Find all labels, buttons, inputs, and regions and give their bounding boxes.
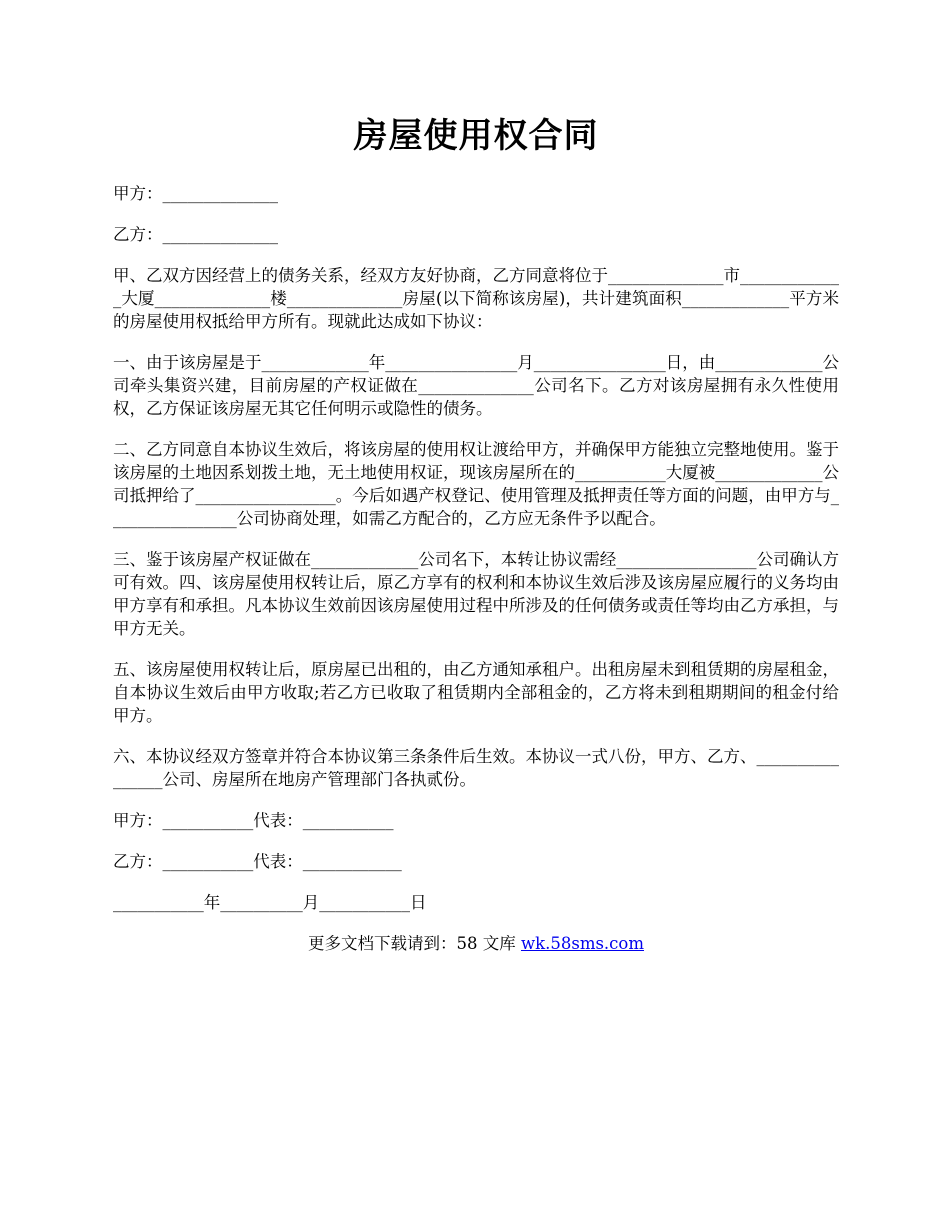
footer: [113, 932, 839, 955]
date-line: ___________年__________月___________日: [113, 893, 427, 912]
footer-text: 更多文档下载请到：58 文库: [307, 934, 521, 953]
signature-party-b: 乙方：___________代表：____________: [113, 852, 402, 871]
footer-link[interactable]: wk.58sms.com: [520, 934, 644, 953]
document-title: 房屋使用权合同: [353, 116, 599, 156]
clause-6-paragraph: 六、本协议经双方签章并符合本协议第三条条件后生效。本协议一式八份，甲方、乙方、________________公司、房屋所在地房产管理部门各执贰份。: [113, 747, 839, 789]
clause-1-paragraph: 一、由于该房屋是于_____________年________________月________________日，由_____________公司牵头集资兴建，目前房屋的产权证做在______________公司名下。乙方对该房屋拥有永久性使用权，乙方保证该房屋无其它任何明示或隐性的债务。: [113, 353, 839, 418]
party-a-line: 甲方：______________: [113, 184, 278, 203]
party-b-line: 乙方：______________: [113, 225, 278, 244]
clause-3-4-paragraph: 三、鉴于该房屋产权证做在_____________公司名下，本转让协议需经_________________公司确认方可有效。四、该房屋使用权转让后，原乙方享有的权利和本协议生效后涉及该房屋应履行的义务均由甲方享有和承担。凡本协议生效前因该房屋使用过程中所涉及的任何债务或责任等均由乙方承担，与甲方无关。: [113, 550, 839, 638]
document-page: [113, 0, 839, 955]
signature-party-a: 甲方：___________代表：___________: [113, 811, 394, 830]
clause-2-paragraph: 二、乙方同意自本协议生效后，将该房屋的使用权让渡给甲方，并确保甲方能独立完整地使用。鉴于该房屋的土地因系划拨土地，无土地使用权证，现该房屋所在的___________大厦被_____________公司抵押给了_________________。今后如遇产权登记、使用管理及抵押责任等方面的问题，由甲方与________________公司协商处理，如需乙方配合的，乙方应无条件予以配合。: [113, 440, 839, 528]
preamble-paragraph: 甲、乙双方因经营上的债务关系，经双方友好协商，乙方同意将位于______________市_____________大厦______________楼______________房屋(以下简称该房屋)，共计建筑面积_____________平方米的房屋使用权抵给甲方所有。现就此达成如下协议：: [113, 266, 839, 331]
clause-5-paragraph: 五、该房屋使用权转让后，原房屋已出租的，由乙方通知承租户。出租房屋未到租赁期的房屋租金，自本协议生效后由甲方收取;若乙方已收取了租赁期内全部租金的，乙方将未到租期期间的租金付给甲方。: [113, 660, 839, 725]
